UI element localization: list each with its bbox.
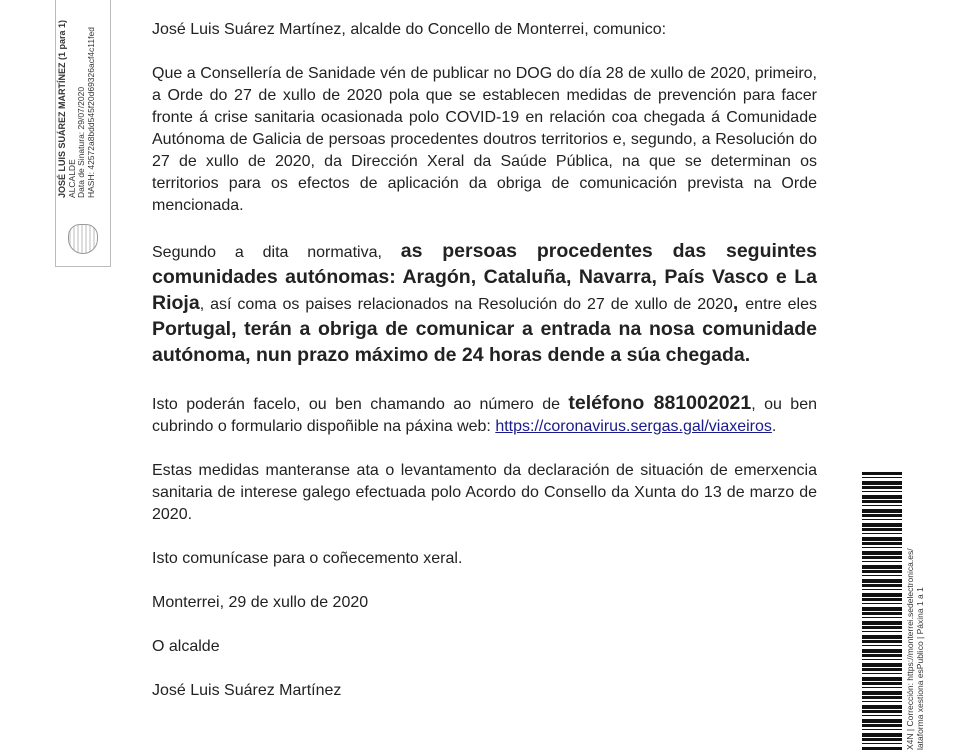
text: Isto poderán facelo, ou ben chamando ao número de (152, 396, 569, 413)
signature-text (58, 0, 96, 198)
barcode (862, 472, 902, 750)
footer-line: X4N | Corrección: https://monterrei.sedelectronica.es/ (905, 548, 915, 750)
text: entre eles (745, 296, 818, 313)
signature-stamp (55, 0, 111, 267)
document-body (152, 19, 817, 724)
footer-line: lataforma xestiona esPublico | Páxina 1 a 1 (915, 587, 925, 750)
text: Segundo a dita normativa, (152, 244, 401, 261)
closing: O alcalde (152, 638, 220, 655)
phone-number: teléfono 881002021 (568, 392, 752, 414)
paragraph-2 (152, 239, 817, 369)
paragraph-3 (152, 391, 817, 438)
bold-text: Portugal, terán a obriga de comunicar a entrada na nosa comunidade autónoma, nun prazo máximo de 24 horas dende a súa chegada. (152, 318, 817, 366)
paragraph-1: Que a Consellería de Sanidade vén de publicar no DOG do día 28 de xullo de 2020, primeiro, a Orde do 27 de xullo de 2020 pola que se establecen medidas de prevención para facer fronte á crise sanitaria ocasionada polo COVID-19 en relación coa chegada á Comunidade Autónoma de Galicia de persoas procedentes doutros territorios e, segundo, a Resolución do 27 de xullo de 2020, da Dirección Xeral da Saúde Pública, na que se determinan os territorios para os efectos de aplicación da obriga de comunicación prevista na Orde mencionada. (152, 65, 817, 214)
intro: José Luis Suárez Martínez, alcalde do Concello de Monterrei, comunico: (152, 21, 667, 38)
signature-hash: HASH: 42572a8bdd545f20d69326acf4c11fed (85, 27, 96, 198)
coat-of-arms-icon (68, 224, 98, 254)
signer: José Luis Suárez Martínez (152, 682, 342, 699)
verification-footer (905, 548, 925, 750)
text: . (771, 418, 777, 435)
signer-role: ALCALDE (66, 159, 77, 198)
bold-text: as persoas procedentes das seguintes comunidades autónomas: Aragón, Cataluña, Navarra, País Vasco e La Rioja (152, 240, 817, 314)
text: , ou ben cubrindo o formulario dispoñible na páxina web: (152, 396, 817, 435)
web-link[interactable]: https://coronavirus.sergas.gal/viaxeiros (495, 418, 772, 435)
text: , (732, 292, 746, 314)
paragraph-4: Estas medidas manteranse ata o levantamento da declaración de situación de emerxencia sanitaria de interese galego efectuada polo Acordo do Consello da Xunta do 13 de marzo de 2020. (152, 462, 817, 523)
text: , así coma os paises relacionados na Resolución do 27 de xullo de 2020 (199, 296, 733, 313)
signer-name: JOSÉ LUIS SUÁREZ MARTÍNEZ (1 para 1) (57, 19, 67, 198)
date-line: Monterrei, 29 de xullo de 2020 (152, 594, 369, 611)
signature-date: Data de Sinatura: 29/07/2020 (76, 86, 86, 198)
paragraph-5: Isto comunícase para o coñecemento xeral. (152, 550, 463, 567)
